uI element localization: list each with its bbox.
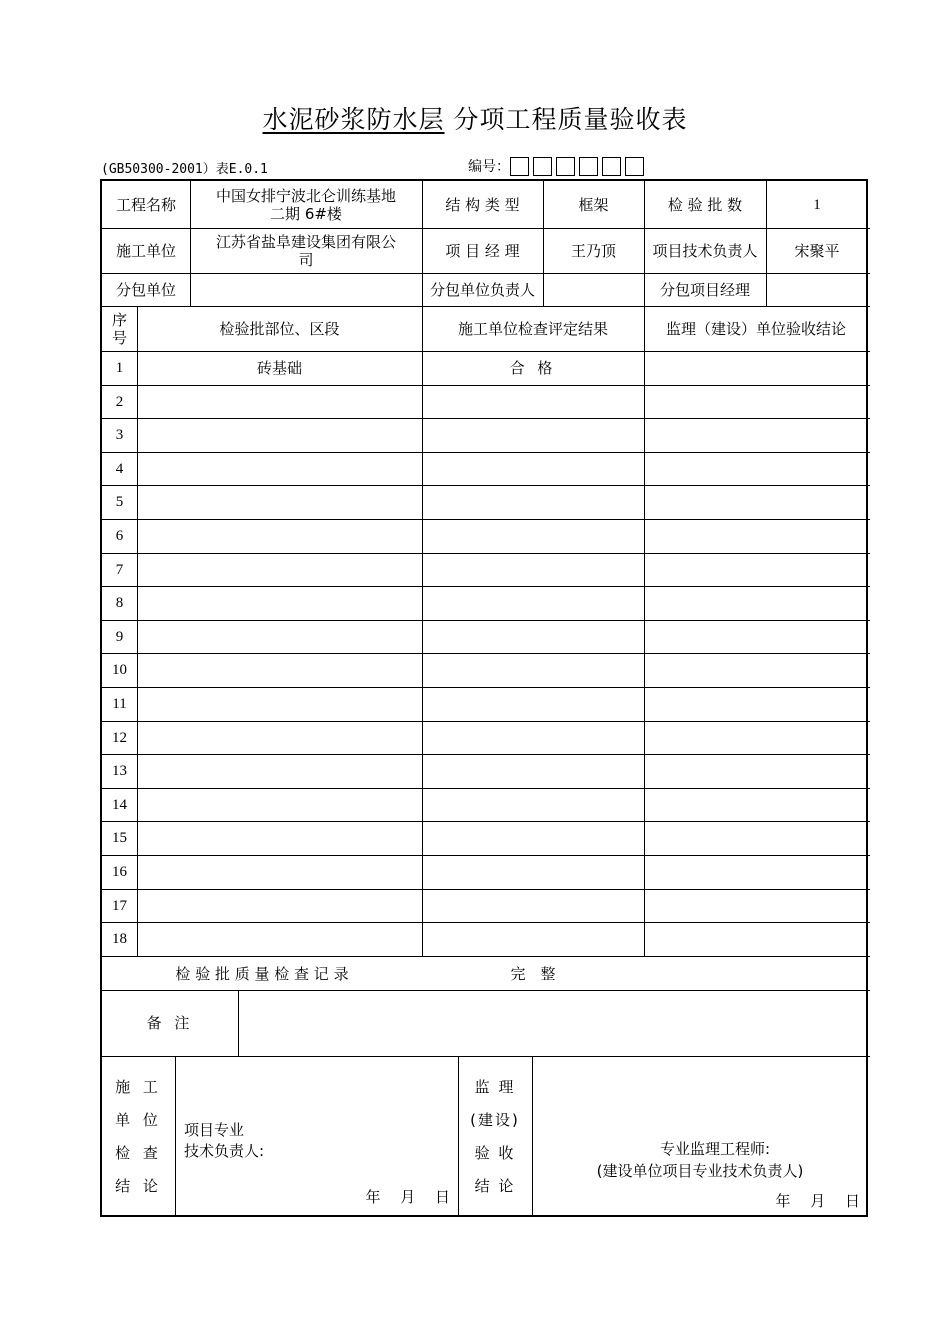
row-location[interactable] (137, 788, 422, 822)
construction-unit-label: 施工单位 (115, 241, 176, 260)
construction-unit-value[interactable] (190, 228, 422, 273)
row-location[interactable] (137, 418, 422, 452)
row-conclusion[interactable] (644, 721, 868, 755)
subcontract-lead-value[interactable] (543, 273, 644, 306)
number-box-5[interactable] (602, 157, 621, 176)
tech-lead-label: 项目技术负责人 (652, 241, 758, 260)
construction-date: 年 月 日 (365, 1188, 450, 1206)
tech-lead-value[interactable]: 宋聚平 (794, 241, 840, 260)
row-location[interactable]: 砖基础 (256, 359, 302, 377)
row-conclusion[interactable] (644, 519, 868, 553)
row-result[interactable] (422, 855, 644, 889)
row-location[interactable] (137, 721, 422, 755)
construction-unit-line2: 司 (298, 250, 314, 269)
row-seq: 9 (115, 629, 124, 645)
row-seq: 7 (115, 562, 124, 578)
row-conclusion[interactable] (644, 385, 868, 419)
supervision-vlabel-3: 验 收 (474, 1143, 516, 1162)
row-seq: 10 (112, 662, 127, 678)
acceptance-form (100, 179, 868, 1217)
row-seq: 2 (115, 394, 124, 410)
structure-type-label: 结 构 类 型 (445, 195, 520, 214)
row-conclusion[interactable] (644, 418, 868, 452)
subcontract-lead-label: 分包单位负责人 (429, 280, 535, 299)
project-name-line2: 二期 6#楼 (270, 204, 342, 223)
construction-vlabel-2: 单 位 (115, 1110, 162, 1129)
row-conclusion[interactable] (644, 855, 868, 889)
number-box-3[interactable] (556, 157, 575, 176)
row-result[interactable] (422, 788, 644, 822)
row-conclusion[interactable] (644, 653, 868, 687)
row-seq: 17 (112, 898, 127, 914)
row-seq: 4 (115, 461, 124, 477)
row-seq: 1 (115, 360, 124, 376)
row-seq: 6 (115, 528, 124, 544)
subcontract-unit-label: 分包单位 (115, 280, 176, 299)
tech-lead-line1: 项目专业 (184, 1121, 245, 1139)
row-conclusion[interactable] (644, 351, 868, 385)
construction-vlabel-3: 检 查 (115, 1143, 162, 1162)
row-result[interactable] (422, 519, 644, 553)
row-location[interactable] (137, 553, 422, 587)
project-name-label: 工程名称 (115, 195, 176, 214)
row-location[interactable] (137, 922, 422, 956)
quality-record-label: 检 验 批 质 量 检 查 记 录 (175, 964, 349, 983)
batch-count-value[interactable]: 1 (813, 196, 821, 213)
quality-record-value[interactable]: 完 整 (510, 964, 556, 983)
row-conclusion[interactable] (644, 889, 868, 923)
row-location[interactable] (137, 586, 422, 620)
row-location[interactable] (137, 754, 422, 788)
seq-header-line2: 号 (111, 328, 127, 347)
column-header-location: 检验批部位、区段 (219, 319, 340, 338)
engineer-signature-label (532, 1138, 868, 1182)
row-location[interactable] (137, 687, 422, 721)
remarks-label: 备 注 (146, 1014, 194, 1032)
number-box-2[interactable] (533, 157, 552, 176)
row-result[interactable] (422, 687, 644, 721)
tech-lead-signature-label (184, 1120, 264, 1162)
row-conclusion[interactable] (644, 452, 868, 486)
number-box-1[interactable] (510, 157, 529, 176)
row-location[interactable] (137, 485, 422, 519)
row-seq: 5 (115, 494, 124, 510)
supervision-conclusion-label (458, 1056, 532, 1217)
tech-lead-line2: 技术负责人: (184, 1142, 265, 1160)
row-location[interactable] (137, 519, 422, 553)
form-number-label: 编号： (468, 159, 510, 175)
subcontract-manager-value[interactable] (766, 273, 868, 306)
row-location[interactable] (137, 653, 422, 687)
supervision-vlabel-4: 结 论 (474, 1176, 516, 1195)
construction-vlabel-4: 结 论 (115, 1176, 162, 1195)
row-result[interactable] (422, 586, 644, 620)
number-box-6[interactable] (625, 157, 644, 176)
seq-header-line1: 序 (111, 310, 127, 329)
column-header-supervision-result: 监理（建设）单位验收结论 (665, 319, 846, 338)
row-conclusion[interactable] (644, 620, 868, 654)
remarks-value[interactable] (238, 990, 868, 1056)
row-conclusion[interactable] (644, 754, 868, 788)
engineer-line2: (建设单位项目专业技术负责人) (596, 1162, 804, 1180)
construction-conclusion-label (102, 1056, 175, 1217)
project-manager-value[interactable]: 王乃顶 (570, 241, 616, 260)
row-seq: 16 (112, 864, 127, 880)
row-result[interactable] (422, 721, 644, 755)
column-header-seq (102, 306, 137, 351)
row-result[interactable] (422, 889, 644, 923)
row-location[interactable] (137, 889, 422, 923)
subcontract-unit-value[interactable] (190, 273, 422, 306)
row-result[interactable] (422, 922, 644, 956)
row-result[interactable] (422, 653, 644, 687)
row-location[interactable] (137, 855, 422, 889)
row-location[interactable] (137, 385, 422, 419)
row-result[interactable] (422, 485, 644, 519)
row-conclusion[interactable] (644, 485, 868, 519)
row-seq: 12 (112, 730, 127, 746)
column-header-construction-result: 施工单位检查评定结果 (457, 319, 608, 338)
construction-signoff-area[interactable] (175, 1056, 458, 1217)
row-conclusion[interactable] (644, 553, 868, 587)
row-result[interactable] (422, 452, 644, 486)
quality-record-conclusion[interactable] (644, 957, 868, 990)
form-number (468, 156, 648, 176)
row-conclusion[interactable] (644, 922, 868, 956)
batch-count-label: 检 验 批 数 (667, 195, 743, 214)
row-result[interactable] (422, 553, 644, 587)
row-result[interactable] (422, 385, 644, 419)
row-seq: 3 (115, 427, 124, 443)
title-subject: 水泥砂浆防水层 (262, 105, 445, 134)
supervision-vlabel-1: 监 理 (474, 1077, 516, 1096)
title-rest: 分项工程质量验收表 (453, 105, 688, 134)
row-seq: 13 (112, 763, 127, 779)
subcontract-manager-label: 分包项目经理 (659, 280, 750, 299)
row-conclusion[interactable] (644, 586, 868, 620)
standard-reference: (GB50300-2001）表E.0.1 (101, 162, 268, 177)
row-result[interactable] (422, 754, 644, 788)
row-location[interactable] (137, 452, 422, 486)
row-seq: 18 (112, 931, 127, 947)
page-title (0, 100, 950, 136)
row-location[interactable] (137, 620, 422, 654)
row-result[interactable] (422, 821, 644, 855)
number-box-4[interactable] (579, 157, 598, 176)
supervision-date: 年 月 日 (775, 1192, 860, 1210)
supervision-vlabel-2: (建设) (470, 1110, 520, 1129)
row-conclusion[interactable] (644, 821, 868, 855)
row-seq: 15 (112, 830, 127, 846)
row-seq: 8 (115, 595, 124, 611)
project-name-value[interactable] (190, 181, 422, 228)
row-result[interactable]: 合 格 (509, 359, 557, 377)
row-conclusion[interactable] (644, 788, 868, 822)
row-result[interactable] (422, 620, 644, 654)
row-result[interactable] (422, 418, 644, 452)
engineer-line1: 专业监理工程师: (659, 1140, 771, 1158)
project-manager-label: 项 目 经 理 (445, 241, 520, 260)
construction-unit-line1: 江苏省盐阜建设集团有限公 (215, 232, 396, 251)
row-location[interactable] (137, 821, 422, 855)
construction-vlabel-1: 施 工 (115, 1077, 162, 1096)
row-seq: 11 (112, 696, 127, 712)
row-seq: 14 (112, 797, 127, 813)
structure-type-value[interactable]: 框架 (578, 195, 609, 214)
row-conclusion[interactable] (644, 687, 868, 721)
project-name-line1: 中国女排宁波北仑训练基地 (215, 186, 396, 205)
supervision-signoff-area[interactable] (532, 1056, 868, 1217)
